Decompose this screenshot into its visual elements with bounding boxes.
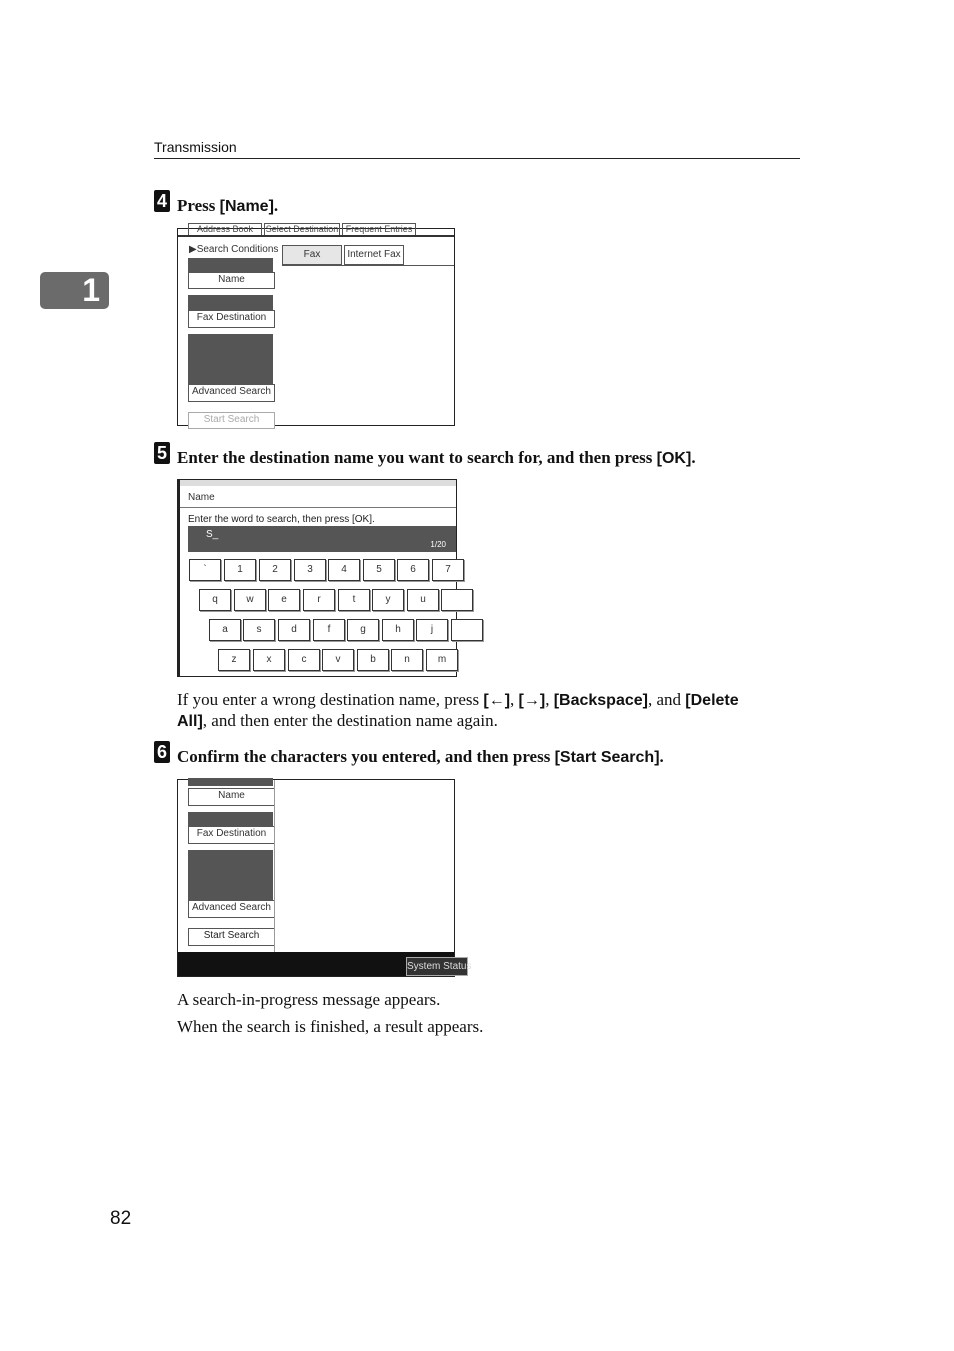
key-5[interactable]: 5 [363,559,395,581]
char-counter: 1/20 [430,540,446,549]
step-5-badge: 5 [154,442,170,464]
step-6-result-1: A search-in-progress message appears. [177,990,441,1009]
advanced-search-slot [188,850,273,900]
key-q[interactable]: q [199,589,231,611]
tab-select-destination[interactable]: Select Destination [264,223,340,237]
system-status-button[interactable]: System Status [406,957,468,976]
key-z[interactable]: z [218,649,250,671]
tab-rule [178,235,454,237]
key-j[interactable]: j [416,619,448,641]
key-7[interactable]: 7 [432,559,464,581]
step-6-instruction [177,747,664,767]
advanced-search-slot [188,334,273,384]
left-panel-divider [274,780,275,952]
key-h[interactable]: h [382,619,414,641]
fax-tab-rule [282,265,454,266]
key-6[interactable]: 6 [397,559,429,581]
name-slot-partial [188,778,273,786]
key-b[interactable]: b [357,649,389,671]
key-partial-row2[interactable] [441,589,473,611]
key-backtick[interactable]: ` [189,559,221,581]
fax-destination-button[interactable]: Fax Destination [188,826,275,844]
step-6-button-ref: [Start Search] [554,749,660,766]
key-a[interactable]: a [209,619,241,641]
search-conditions-label: ▶Search Conditions [189,244,279,255]
keyboard-title: Name [188,492,215,503]
key-partial-row3[interactable] [451,619,483,641]
step-5-button-ref: [OK] [656,450,692,467]
key-w[interactable]: w [234,589,266,611]
tab-fax[interactable]: Fax [282,245,342,265]
key-n[interactable]: n [391,649,423,671]
keyboard-instruction: Enter the word to search, then press [OK]. [188,514,375,525]
note-text-4: , and [647,690,686,709]
chapter-number: 1 [82,272,100,308]
screenshot-start-search [177,779,472,977]
key-2[interactable]: 2 [259,559,291,581]
title-rule [180,507,456,508]
start-search-button-disabled[interactable]: Start Search [188,412,275,429]
key-1[interactable]: 1 [224,559,256,581]
note-delete-all-ref-a: [Delete [685,692,739,709]
step-4-period: . [273,196,279,215]
step-4-instruction [177,196,278,216]
key-m[interactable]: m [426,649,458,671]
key-s[interactable]: s [243,619,275,641]
note-text-5: , and then enter the destination name again. [202,711,498,730]
note-backspace-ref: [Backspace] [553,692,648,709]
key-r[interactable]: r [303,589,335,611]
step-6-result-2: When the search is finished, a result appears. [177,1017,484,1036]
note-text-3: , [545,690,554,709]
step-5-instruction [177,448,696,468]
key-e[interactable]: e [268,589,300,611]
fax-destination-button[interactable]: Fax Destination [188,310,275,328]
page-number: 82 [110,1208,132,1229]
status-bar [178,952,472,976]
header-rule [154,158,800,159]
search-input[interactable] [188,526,456,552]
key-y[interactable]: y [372,589,404,611]
advanced-search-button[interactable]: Advanced Search [188,900,275,918]
note-delete-all-ref-b: All] [177,713,203,730]
keyboard-top-bar [180,480,456,486]
step-4-text: Press [177,196,220,215]
screenshot-search-conditions [177,224,455,426]
step-5-text: Enter the destination name you want to search for, and then press [177,448,657,467]
chapter-tab [40,272,109,309]
step-4-button-ref: [Name] [219,198,274,215]
screenshot-keyboard [177,479,457,677]
key-g[interactable]: g [347,619,379,641]
key-3[interactable]: 3 [294,559,326,581]
search-input-value: S_ [206,529,219,540]
key-4[interactable]: 4 [328,559,360,581]
name-slot [188,258,273,272]
key-f[interactable]: f [313,619,345,641]
key-u[interactable]: u [407,589,439,611]
advanced-search-button[interactable]: Advanced Search [188,384,275,402]
fax-destination-slot [188,812,273,826]
step-5-note [177,690,807,732]
key-c[interactable]: c [288,649,320,671]
name-button[interactable]: Name [188,788,275,806]
key-v[interactable]: v [322,649,354,671]
step-6-period: . [659,747,664,766]
step-6-badge: 6 [154,741,170,763]
key-d[interactable]: d [278,619,310,641]
key-t[interactable]: t [338,589,370,611]
start-search-button[interactable]: Start Search [188,928,275,946]
tab-frequent-entries[interactable]: Frequent Entries [342,223,416,237]
note-text-2: , [510,690,519,709]
tab-internet-fax[interactable]: Internet Fax [344,245,404,265]
step-5-period: . [691,448,696,467]
step-6-text: Confirm the characters you entered, and then press [177,747,555,766]
key-x[interactable]: x [253,649,285,671]
fax-destination-slot [188,295,273,310]
name-button[interactable]: Name [188,272,275,289]
note-right-arrow-ref: [→] [518,692,546,709]
running-header: Transmission [154,139,237,155]
tab-address-book[interactable]: Address Book [188,223,262,237]
note-left-arrow-ref: [←] [483,692,511,709]
note-text-1: If you enter a wrong destination name, press [177,690,484,709]
step-4-badge: 4 [154,190,170,212]
